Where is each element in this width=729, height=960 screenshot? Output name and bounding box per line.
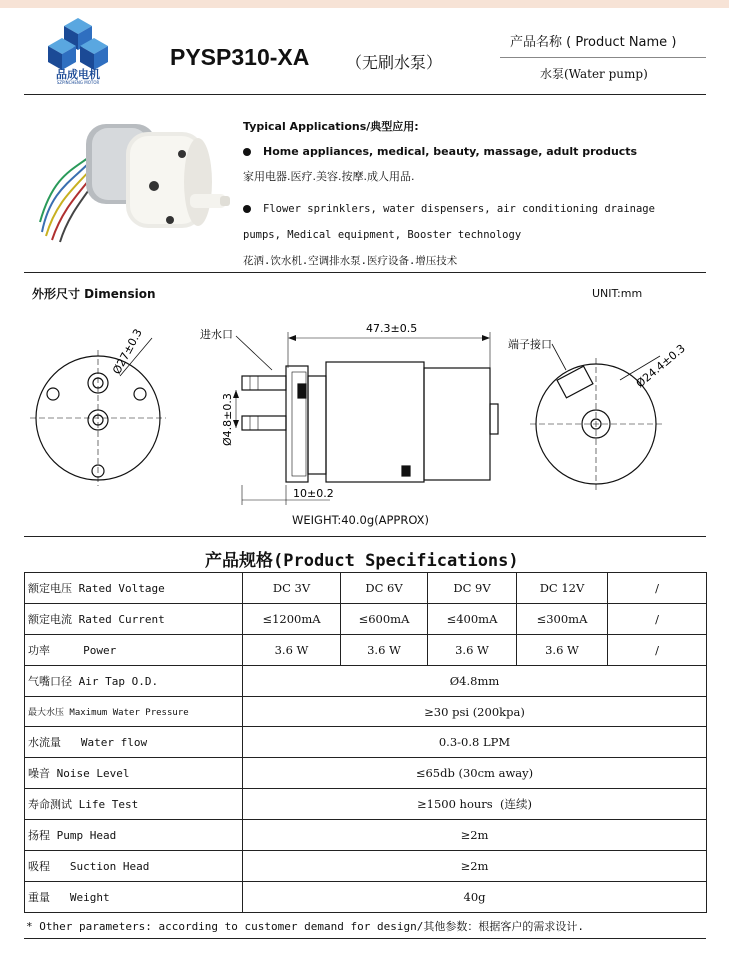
table-row	[25, 881, 707, 912]
spec-value: 3.6 W	[341, 634, 428, 665]
dimension-drawing	[0, 300, 729, 530]
spec-value: ≥30 psi (200kpa)	[243, 696, 707, 727]
application-item-1	[243, 145, 713, 158]
table-row	[25, 727, 707, 758]
table-row	[25, 665, 707, 696]
bullet-icon	[243, 148, 251, 156]
table-row	[25, 696, 707, 727]
application-item-2-line2: pumps, Medical equipment, Booster technology	[243, 229, 522, 241]
brand-en: SZPINCHENG MOTOR	[56, 80, 100, 85]
spec-value: /	[608, 634, 707, 665]
dimension-title: 外形尺寸 Dimension	[32, 287, 156, 301]
table-row	[25, 758, 707, 789]
length-label: 47.3±0.5	[366, 322, 418, 335]
spec-value: DC 12V	[517, 573, 608, 604]
pump-photo	[30, 102, 240, 252]
inlet-label: 进水口	[200, 328, 233, 341]
applications-title: Typical Applications/典型应用:	[243, 120, 419, 133]
model-subtitle: （无刷水泵）	[346, 53, 443, 72]
spec-value: ≤1200mA	[243, 603, 341, 634]
spec-value: DC 6V	[341, 573, 428, 604]
nozzle-diameter-label: Ø4.8±0.3	[221, 393, 234, 446]
bullet-icon	[243, 205, 251, 213]
spec-value: Ø4.8mm	[243, 665, 707, 696]
spec-value: 40g	[243, 881, 707, 912]
application-item-2-cn: 花洒.饮水机.空调排水泵.医疗设备.增压技术	[243, 255, 458, 267]
spec-label: 吸程 Suction Head	[25, 851, 243, 882]
table-row	[25, 634, 707, 665]
application-item-2-line1: Flower sprinklers, water dispensers, air conditioning drainage	[263, 203, 655, 215]
spec-value: 0.3-0.8 LPM	[243, 727, 707, 758]
brand-cn: 品成电机	[56, 68, 100, 81]
table-row	[25, 820, 707, 851]
spec-label: 重量 Weight	[25, 881, 243, 912]
spec-table	[24, 572, 707, 913]
spec-value: /	[608, 603, 707, 634]
table-row	[25, 789, 707, 820]
top-color-bar	[0, 0, 729, 8]
spec-label: 最大水压 Maximum Water Pressure	[25, 696, 243, 727]
spec-label: 功率 Power	[25, 634, 243, 665]
weight-label: WEIGHT:40.0g(APPROX)	[292, 513, 430, 527]
product-name-label: 产品名称 ( Product Name )	[510, 35, 677, 50]
spec-label: 气嘴口径 Air Tap O.D.	[25, 665, 243, 696]
spec-value: ≤400mA	[428, 603, 517, 634]
spec-value: 3.6 W	[517, 634, 608, 665]
nozzle-length-label: 10±0.2	[293, 487, 334, 500]
spec-value: DC 3V	[243, 573, 341, 604]
product-name-divider	[500, 57, 706, 58]
spec-value: 3.6 W	[243, 634, 341, 665]
table-row	[25, 603, 707, 634]
product-name-value: 水泵(Water pump)	[540, 67, 648, 81]
spec-value: ≥2m	[243, 820, 707, 851]
spec-title: 产品规格(Product Specifications)	[205, 551, 519, 571]
spec-label: 扬程 Pump Head	[25, 820, 243, 851]
spec-value: ≤65db (30cm away)	[243, 758, 707, 789]
applications-block	[243, 118, 713, 274]
unit-label: UNIT:mm	[592, 287, 643, 300]
footnote: * Other parameters: according to customer demand for design/其他参数：根据客户的需求设计.	[26, 920, 584, 933]
terminal-label: 端子接口	[508, 338, 552, 351]
table-row	[25, 851, 707, 882]
spec-label: 寿命测试 Life Test	[25, 789, 243, 820]
spec-label: 水流量 Water flow	[25, 727, 243, 758]
spec-value: ≥1500 hours (连续)	[243, 789, 707, 820]
applications-divider	[24, 272, 706, 273]
application-item-1-cn: 家用电器.医疗.美容.按摩.成人用品.	[243, 170, 415, 183]
bottom-divider	[24, 938, 706, 939]
spec-label: 噪音 Noise Level	[25, 758, 243, 789]
table-row	[25, 573, 707, 604]
header-divider	[24, 94, 706, 95]
spec-value: ≤600mA	[341, 603, 428, 634]
spec-value: DC 9V	[428, 573, 517, 604]
spec-value: 3.6 W	[428, 634, 517, 665]
spec-value: /	[608, 573, 707, 604]
application-item-2	[243, 196, 713, 222]
spec-label: 额定电流 Rated Current	[25, 603, 243, 634]
spec-value: ≤300mA	[517, 603, 608, 634]
rear-diameter-label: Ø24.4±0.3	[633, 341, 688, 391]
model-title: PYSP310-XA	[170, 44, 310, 70]
dimension-divider	[24, 536, 706, 537]
front-diameter-label: Ø27±0.3	[110, 326, 145, 377]
application-item-1-text: Home appliances, medical, beauty, massage, adult products	[263, 145, 638, 158]
spec-value: ≥2m	[243, 851, 707, 882]
spec-label: 额定电压 Rated Voltage	[25, 573, 243, 604]
